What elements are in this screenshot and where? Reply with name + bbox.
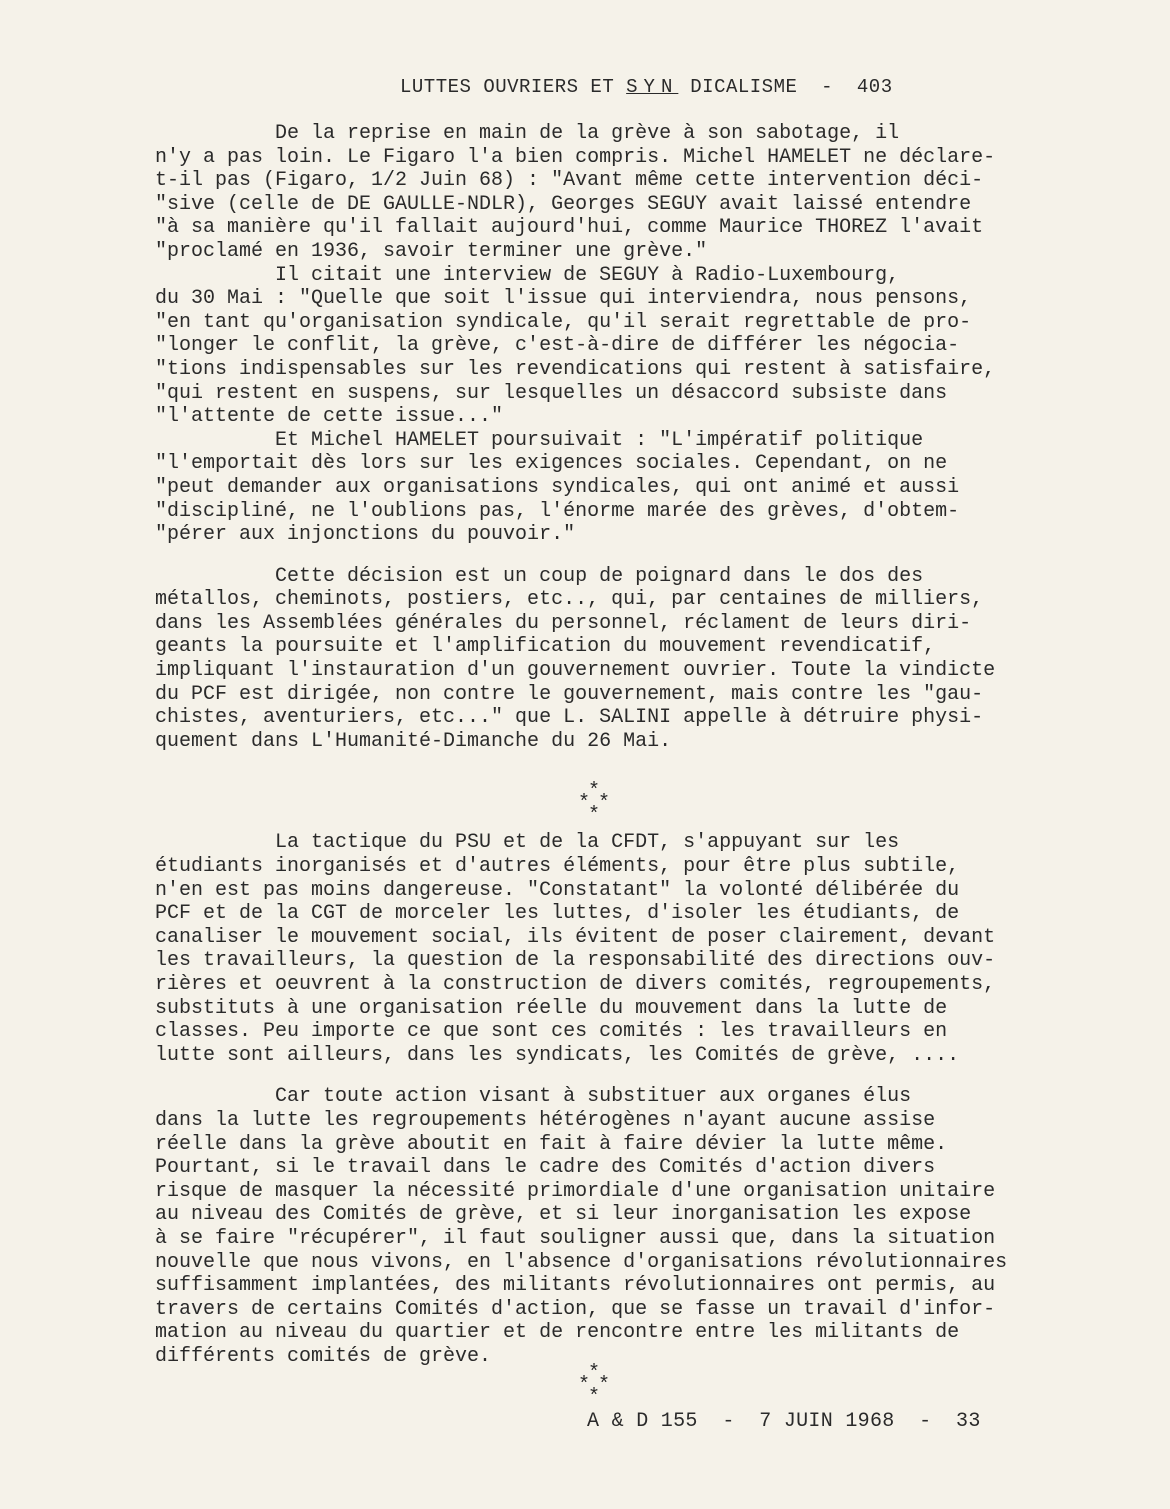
text-line: risque de masquer la nécessité primordiale d'une organisation unitaire [155,1179,996,1203]
text-line: Pourtant, si le travail dans le cadre des Comités d'action divers [155,1156,936,1180]
text-line: geants la poursuite et l'amplification du mouvement revendicatif, [155,635,936,659]
header-prefix: LUTTES OUVRIERS ET [400,76,627,98]
text-line: étudiants inorganisés et d'autres éléments, pour être plus subtile, [155,855,960,879]
page-footer: A & D 155 - 7 JUIN 1968 - 33 [587,1410,981,1433]
text-line: "peut demander aux organisations syndicales, qui ont animé et aussi [155,475,960,499]
text-line: n'en est pas moins dangereuse. "Constatant" la volonté délibérée du [155,878,960,902]
text-line: chistes, aventuriers, etc..." que L. SALINI appelle à détruire physi- [155,706,984,730]
header-syn-underlined: SYN [626,76,679,98]
text-line: La tactique du PSU et de la CFDT, s'appuyant sur les [155,831,900,855]
text-line: quement dans L'Humanité-Dimanche du 26 Mai. [155,729,672,753]
text-line: classes. Peu importe ce que sont ces comités : les travailleurs en [155,1020,948,1044]
text-line: impliquant l'instauration d'un gouvernement ouvrier. Toute la vindicte [155,659,996,683]
text-line: "sive (celle de DE GAULLE-NDLR), Georges SEGUY avait laissé entendre [155,192,972,216]
header-suffix: DICALISME - 403 [678,76,893,98]
text-line: substituts à une organisation réelle du mouvement dans la lutte de [155,996,948,1020]
paragraph-4 [155,1085,1035,1368]
paragraph-3 [155,831,1035,1067]
text-line: t-il pas (Figaro, 1/2 Juin 68) : "Avant même cette intervention déci- [155,169,984,193]
text-line: PCF et de la CGT de morceler les luttes, d'isoler les étudiants, de [155,902,960,926]
text-line: Et Michel HAMELET poursuivait : "L'impératif politique [155,428,924,452]
text-line: "longer le conflit, la grève, c'est-à-dire de différer les négocia- [155,334,960,358]
text-line: dans la lutte les regroupements hétérogènes n'ayant aucune assise [155,1108,936,1132]
text-line: "l'emportait dès lors sur les exigences sociales. Cependant, on ne [155,452,948,476]
text-line: "à sa manière qu'il fallait aujourd'hui, comme Maurice THOREZ l'avait [155,216,984,240]
text-line: "proclamé en 1936, savoir terminer une grève." [155,239,708,263]
text-line: nouvelle que nous vivons, en l'absence d'organisations révolutionnaires [155,1250,1008,1274]
text-line: Cette décision est un coup de poignard dans le dos des [155,564,924,588]
text-line: "discipliné, ne l'oublions pas, l'énorme marée des grèves, d'obtem- [155,499,960,523]
text-line: réelle dans la grève aboutit en fait à faire dévier la lutte même. [155,1132,948,1156]
asterism-divider: * * * * [578,780,611,827]
running-header [400,76,893,98]
text-line: mation au niveau du quartier et de rencontre entre les militants de [155,1321,960,1345]
text-line: du 30 Mai : "Quelle que soit l'issue qui interviendra, nous pensons, [155,287,972,311]
text-line: au niveau des Comités de grève, et si leur inorganisation les expose [155,1203,972,1227]
document-body [155,122,1035,1369]
text-line: les travailleurs, la question de la responsabilité des directions ouv- [155,949,996,973]
text-line: dans les Assemblées générales du personnel, réclament de leurs diri- [155,611,972,635]
asterism-divider: * * * * [578,1362,611,1409]
text-line: lutte sont ailleurs, dans les syndicats, les Comités de grève, .... [155,1043,960,1067]
text-line: différents comités de grève. [155,1344,492,1368]
paragraph-2 [155,565,1035,754]
text-line: Il citait une interview de SEGUY à Radio-Luxembourg, [155,263,900,287]
text-line: "l'attente de cette issue..." [155,405,504,429]
text-line: "qui restent en suspens, sur lesquelles un désaccord subsiste dans [155,381,948,405]
text-line: suffisamment implantées, des militants révolutionnaires ont permis, au [155,1274,996,1298]
text-line: canaliser le mouvement social, ils évitent de poser clairement, devant [155,925,996,949]
text-line: du PCF est dirigée, non contre le gouvernement, mais contre les "gau- [155,682,984,706]
text-line: De la reprise en main de la grève à son sabotage, il [155,122,900,145]
text-line: Car toute action visant à substituer aux organes élus [155,1085,912,1109]
text-line: rières et oeuvrent à la construction de divers comités, regroupements, [155,973,996,996]
text-line: travers de certains Comités d'action, que se fasse un travail d'infor- [155,1297,996,1321]
text-line: "tions indispensables sur les revendications qui restent à satisfaire, [155,357,996,381]
text-line: métallos, cheminots, postiers, etc.., qui, par centaines de milliers, [155,588,984,612]
paragraph-1 [155,122,1035,547]
text-line: "en tant qu'organisation syndicale, qu'il serait regrettable de pro- [155,310,972,334]
text-line: "pérer aux injonctions du pouvoir." [155,523,576,547]
text-line: à se faire "récupérer", il faut souligner aussi que, dans la situation [155,1226,996,1250]
text-line: n'y a pas loin. Le Figaro l'a bien compris. Michel HAMELET ne déclare- [155,145,996,169]
